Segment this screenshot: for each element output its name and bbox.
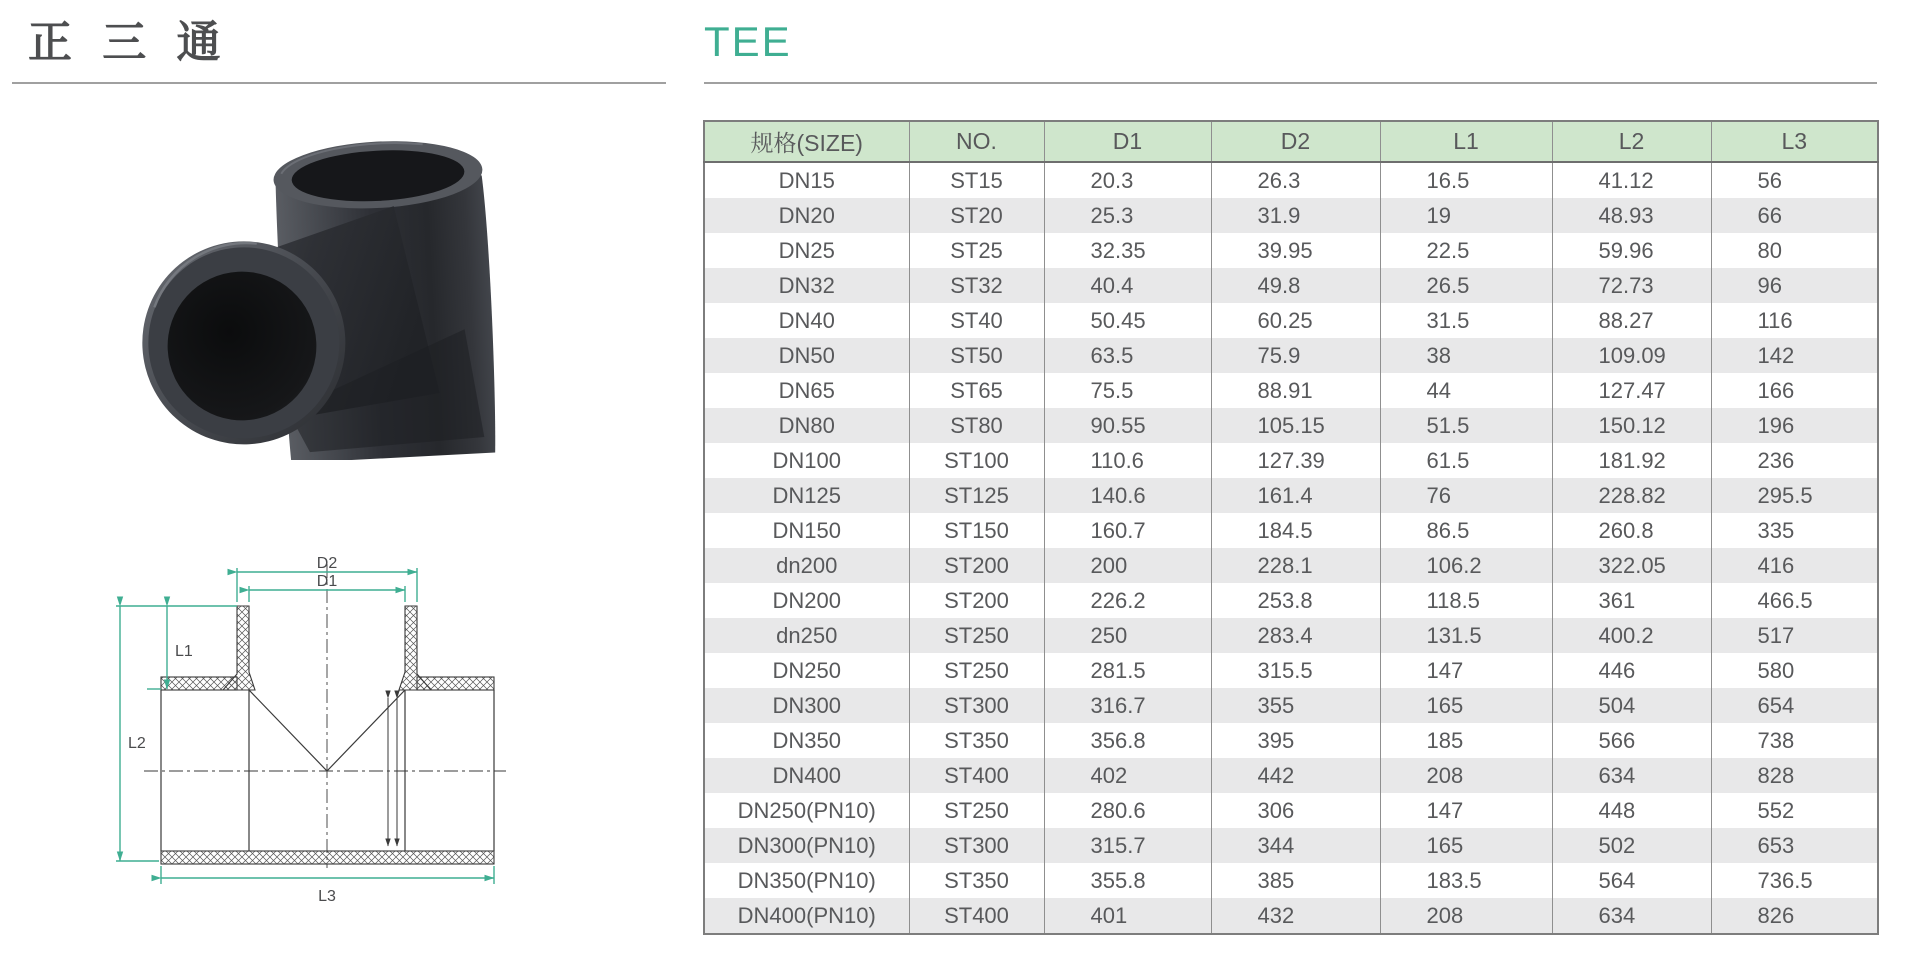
table-cell: ST25 xyxy=(909,233,1044,268)
table-cell: 828 xyxy=(1711,758,1878,793)
diagram-hatched-walls xyxy=(161,606,494,864)
table-row xyxy=(704,548,1878,583)
table-cell: 140.6 xyxy=(1044,478,1211,513)
table-cell: 59.96 xyxy=(1552,233,1711,268)
table-cell: 88.91 xyxy=(1211,373,1380,408)
col-header-l2: L2 xyxy=(1552,121,1711,162)
size-table-body xyxy=(704,162,1878,934)
table-cell: 738 xyxy=(1711,723,1878,758)
table-cell: 19 xyxy=(1380,198,1552,233)
product-photo-tee-fitting xyxy=(128,96,520,460)
table-cell: 442 xyxy=(1211,758,1380,793)
col-header-no: NO. xyxy=(909,121,1044,162)
table-cell: ST250 xyxy=(909,618,1044,653)
table-cell: 106.2 xyxy=(1380,548,1552,583)
tee-dimension-diagram xyxy=(102,556,514,916)
table-cell: DN80 xyxy=(704,408,909,443)
table-cell: DN32 xyxy=(704,268,909,303)
table-cell: 184.5 xyxy=(1211,513,1380,548)
table-cell: ST350 xyxy=(909,723,1044,758)
table-cell: 446 xyxy=(1552,653,1711,688)
table-cell: DN40 xyxy=(704,303,909,338)
diagram-label-d2: D2 xyxy=(316,556,338,572)
table-cell: 416 xyxy=(1711,548,1878,583)
table-row xyxy=(704,828,1878,863)
table-cell: DN250 xyxy=(704,653,909,688)
page-title-english: TEE xyxy=(704,18,792,65)
table-cell: 356.8 xyxy=(1044,723,1211,758)
table-cell: DN350 xyxy=(704,723,909,758)
table-row xyxy=(704,863,1878,898)
table-cell: 826 xyxy=(1711,898,1878,934)
table-cell: 165 xyxy=(1380,688,1552,723)
table-cell: 502 xyxy=(1552,828,1711,863)
table-cell: 31.9 xyxy=(1211,198,1380,233)
table-cell: 228.82 xyxy=(1552,478,1711,513)
right-divider-line xyxy=(704,82,1877,84)
diagram-centerlines xyxy=(144,564,506,868)
table-cell: DN400(PN10) xyxy=(704,898,909,934)
table-cell: 150.12 xyxy=(1552,408,1711,443)
table-row xyxy=(704,303,1878,338)
table-cell: ST15 xyxy=(909,162,1044,198)
table-cell: 66 xyxy=(1711,198,1878,233)
col-header-l1: L1 xyxy=(1380,121,1552,162)
table-row xyxy=(704,268,1878,303)
table-cell: 110.6 xyxy=(1044,443,1211,478)
table-row xyxy=(704,162,1878,198)
table-cell: DN350(PN10) xyxy=(704,863,909,898)
table-cell: 26.5 xyxy=(1380,268,1552,303)
table-cell: 185 xyxy=(1380,723,1552,758)
table-cell: 653 xyxy=(1711,828,1878,863)
table-cell: 131.5 xyxy=(1380,618,1552,653)
table-cell: 116 xyxy=(1711,303,1878,338)
table-cell: ST150 xyxy=(909,513,1044,548)
table-cell: 200 xyxy=(1044,548,1211,583)
table-cell: 196 xyxy=(1711,408,1878,443)
table-row xyxy=(704,898,1878,934)
table-cell: 280.6 xyxy=(1044,793,1211,828)
table-cell: ST400 xyxy=(909,758,1044,793)
table-cell: 41.12 xyxy=(1552,162,1711,198)
table-row xyxy=(704,618,1878,653)
table-cell: 22.5 xyxy=(1380,233,1552,268)
table-cell: 448 xyxy=(1552,793,1711,828)
table-row xyxy=(704,233,1878,268)
table-row xyxy=(704,408,1878,443)
table-cell: 56 xyxy=(1711,162,1878,198)
table-cell: 736.5 xyxy=(1711,863,1878,898)
size-table xyxy=(703,120,1879,935)
table-cell: 44 xyxy=(1380,373,1552,408)
table-cell: 48.93 xyxy=(1552,198,1711,233)
table-cell: 402 xyxy=(1044,758,1211,793)
table-cell: 335 xyxy=(1711,513,1878,548)
table-cell: 31.5 xyxy=(1380,303,1552,338)
col-header-size: 规格(SIZE) xyxy=(704,121,909,162)
diagram-label-l1: L1 xyxy=(175,643,193,660)
table-cell: DN300(PN10) xyxy=(704,828,909,863)
table-row xyxy=(704,723,1878,758)
table-row xyxy=(704,513,1878,548)
table-cell: 355.8 xyxy=(1044,863,1211,898)
table-cell: 75.5 xyxy=(1044,373,1211,408)
table-cell: 316.7 xyxy=(1044,688,1211,723)
table-cell: 75.9 xyxy=(1211,338,1380,373)
table-cell: DN25 xyxy=(704,233,909,268)
table-cell: 517 xyxy=(1711,618,1878,653)
table-cell: 183.5 xyxy=(1380,863,1552,898)
table-cell: 16.5 xyxy=(1380,162,1552,198)
table-cell: DN150 xyxy=(704,513,909,548)
table-cell: 295.5 xyxy=(1711,478,1878,513)
table-row xyxy=(704,688,1878,723)
table-cell: DN200 xyxy=(704,583,909,618)
table-cell: 109.09 xyxy=(1552,338,1711,373)
table-cell: ST80 xyxy=(909,408,1044,443)
table-cell: 25.3 xyxy=(1044,198,1211,233)
table-row xyxy=(704,198,1878,233)
table-cell: 147 xyxy=(1380,653,1552,688)
table-cell: 26.3 xyxy=(1211,162,1380,198)
table-cell: ST32 xyxy=(909,268,1044,303)
table-cell: 315.5 xyxy=(1211,653,1380,688)
table-cell: 355 xyxy=(1211,688,1380,723)
table-cell: 466.5 xyxy=(1711,583,1878,618)
table-cell: ST350 xyxy=(909,863,1044,898)
table-cell: 61.5 xyxy=(1380,443,1552,478)
table-cell: 160.7 xyxy=(1044,513,1211,548)
table-header-row xyxy=(704,121,1878,162)
table-cell: 181.92 xyxy=(1552,443,1711,478)
table-cell: 208 xyxy=(1380,758,1552,793)
table-cell: DN50 xyxy=(704,338,909,373)
table-cell: 654 xyxy=(1711,688,1878,723)
table-cell: ST300 xyxy=(909,688,1044,723)
table-row xyxy=(704,758,1878,793)
table-cell: 51.5 xyxy=(1380,408,1552,443)
diagram-body-outline xyxy=(161,690,494,851)
table-cell: dn250 xyxy=(704,618,909,653)
table-cell: 90.55 xyxy=(1044,408,1211,443)
table-cell: ST200 xyxy=(909,583,1044,618)
table-cell: 105.15 xyxy=(1211,408,1380,443)
table-cell: 39.95 xyxy=(1211,233,1380,268)
table-cell: DN15 xyxy=(704,162,909,198)
table-cell: 283.4 xyxy=(1211,618,1380,653)
table-cell: DN20 xyxy=(704,198,909,233)
table-cell: 72.73 xyxy=(1552,268,1711,303)
table-cell: 432 xyxy=(1211,898,1380,934)
table-cell: ST125 xyxy=(909,478,1044,513)
table-cell: 228.1 xyxy=(1211,548,1380,583)
diagram-label-l2: L2 xyxy=(128,735,146,752)
table-cell: ST200 xyxy=(909,548,1044,583)
table-cell: 236 xyxy=(1711,443,1878,478)
table-cell: 20.3 xyxy=(1044,162,1211,198)
table-cell: ST250 xyxy=(909,653,1044,688)
table-cell: dn200 xyxy=(704,548,909,583)
table-cell: 165 xyxy=(1380,828,1552,863)
col-header-l3: L3 xyxy=(1711,121,1878,162)
table-cell: 147 xyxy=(1380,793,1552,828)
table-cell: 566 xyxy=(1552,723,1711,758)
table-row xyxy=(704,338,1878,373)
table-cell: 634 xyxy=(1552,898,1711,934)
table-cell: 253.8 xyxy=(1211,583,1380,618)
table-cell: 161.4 xyxy=(1211,478,1380,513)
table-cell: 361 xyxy=(1552,583,1711,618)
table-cell: DN400 xyxy=(704,758,909,793)
table-cell: ST300 xyxy=(909,828,1044,863)
table-cell: 88.27 xyxy=(1552,303,1711,338)
table-cell: 96 xyxy=(1711,268,1878,303)
table-cell: 250 xyxy=(1044,618,1211,653)
diagram-dimension-lines xyxy=(116,568,494,884)
table-cell: DN125 xyxy=(704,478,909,513)
table-cell: 166 xyxy=(1711,373,1878,408)
table-cell: 76 xyxy=(1380,478,1552,513)
table-cell: 49.8 xyxy=(1211,268,1380,303)
table-cell: DN65 xyxy=(704,373,909,408)
table-cell: DN300 xyxy=(704,688,909,723)
table-cell: 86.5 xyxy=(1380,513,1552,548)
table-cell: 226.2 xyxy=(1044,583,1211,618)
table-row xyxy=(704,793,1878,828)
table-cell: 63.5 xyxy=(1044,338,1211,373)
diagram-label-d1: D1 xyxy=(316,573,338,590)
table-cell: 315.7 xyxy=(1044,828,1211,863)
table-cell: 580 xyxy=(1711,653,1878,688)
table-cell: ST400 xyxy=(909,898,1044,934)
diagram-label-l3: L3 xyxy=(318,888,336,905)
table-cell: DN250(PN10) xyxy=(704,793,909,828)
table-cell: ST100 xyxy=(909,443,1044,478)
table-cell: 80 xyxy=(1711,233,1878,268)
table-cell: 127.47 xyxy=(1552,373,1711,408)
table-row xyxy=(704,478,1878,513)
table-cell: 504 xyxy=(1552,688,1711,723)
table-cell: ST20 xyxy=(909,198,1044,233)
table-cell: 400.2 xyxy=(1552,618,1711,653)
left-divider-line xyxy=(12,82,666,84)
col-header-d1: D1 xyxy=(1044,121,1211,162)
table-cell: 38 xyxy=(1380,338,1552,373)
table-cell: 634 xyxy=(1552,758,1711,793)
table-row xyxy=(704,653,1878,688)
table-cell: 306 xyxy=(1211,793,1380,828)
table-cell: 322.05 xyxy=(1552,548,1711,583)
table-row xyxy=(704,583,1878,618)
table-cell: 564 xyxy=(1552,863,1711,898)
table-cell: 344 xyxy=(1211,828,1380,863)
table-cell: 50.45 xyxy=(1044,303,1211,338)
table-cell: 281.5 xyxy=(1044,653,1211,688)
table-cell: 260.8 xyxy=(1552,513,1711,548)
table-cell: 401 xyxy=(1044,898,1211,934)
table-cell: 395 xyxy=(1211,723,1380,758)
table-row xyxy=(704,373,1878,408)
table-cell: 142 xyxy=(1711,338,1878,373)
tee-photo-group xyxy=(132,136,499,460)
table-cell: 208 xyxy=(1380,898,1552,934)
table-cell: 60.25 xyxy=(1211,303,1380,338)
table-cell: 127.39 xyxy=(1211,443,1380,478)
table-cell: ST40 xyxy=(909,303,1044,338)
table-cell: 552 xyxy=(1711,793,1878,828)
col-header-d2: D2 xyxy=(1211,121,1380,162)
table-cell: DN100 xyxy=(704,443,909,478)
table-cell: ST250 xyxy=(909,793,1044,828)
table-cell: 40.4 xyxy=(1044,268,1211,303)
page-title-chinese: 正 三 通 xyxy=(28,18,230,67)
table-cell: ST65 xyxy=(909,373,1044,408)
table-cell: 385 xyxy=(1211,863,1380,898)
table-row xyxy=(704,443,1878,478)
table-cell: ST50 xyxy=(909,338,1044,373)
table-cell: 118.5 xyxy=(1380,583,1552,618)
table-cell: 32.35 xyxy=(1044,233,1211,268)
